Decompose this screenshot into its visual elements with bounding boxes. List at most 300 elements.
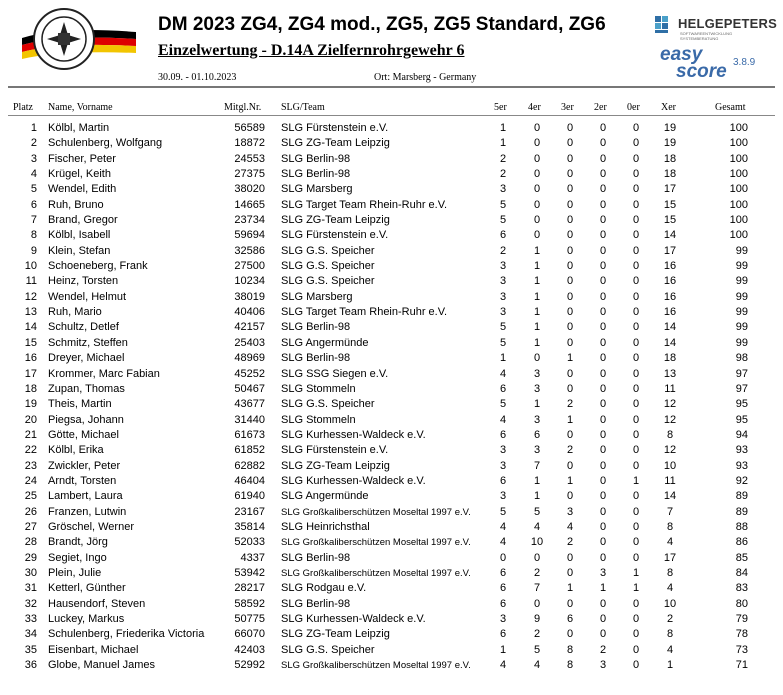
cell-mitglnr: 25403	[234, 336, 265, 349]
cell-3er: 0	[566, 459, 574, 472]
cell-name: Zupan, Thomas	[48, 382, 125, 395]
cell-name: Schulenberg, Wolfgang	[48, 137, 163, 150]
cell-platz: 35	[24, 643, 37, 656]
cell-mitglnr: 32586	[234, 244, 265, 257]
cell-0er: 0	[632, 413, 640, 426]
table-row	[0, 182, 783, 197]
cell-team: SLG G.S. Speicher	[281, 244, 375, 257]
cell-mitglnr: 14665	[234, 198, 265, 211]
cell-gesamt: 95	[735, 413, 748, 426]
cell-3er: 2	[566, 536, 574, 549]
cell-4er: 0	[533, 551, 541, 564]
cell-platz: 11	[25, 275, 37, 288]
cell-mitglnr: 23734	[234, 214, 265, 227]
cell-xer: 10	[663, 459, 677, 472]
cell-0er: 0	[632, 628, 640, 641]
cell-mitglnr: 10234	[234, 275, 265, 288]
table-row	[0, 336, 783, 351]
cell-3er: 0	[566, 137, 574, 150]
cell-platz: 30	[24, 566, 37, 579]
cell-gesamt: 86	[735, 536, 748, 549]
cell-xer: 18	[663, 152, 677, 165]
cell-mitglnr: 61673	[234, 428, 265, 441]
table-row	[0, 535, 783, 550]
cell-0er: 0	[632, 137, 640, 150]
cell-name: Gröschel, Werner	[48, 520, 134, 533]
cell-5er: 6	[499, 474, 507, 487]
cell-name: Schoeneberg, Frank	[48, 260, 148, 273]
cell-2er: 0	[599, 336, 607, 349]
cell-mitglnr: 58592	[234, 597, 265, 610]
cell-gesamt: 83	[735, 582, 748, 595]
cell-platz: 14	[24, 321, 37, 334]
cell-platz: 7	[30, 214, 37, 227]
cell-mitglnr: 28217	[234, 582, 265, 595]
cell-mitglnr: 48969	[234, 352, 265, 365]
cell-4er: 1	[533, 306, 541, 319]
cell-5er: 3	[499, 490, 507, 503]
cell-name: Klein, Stefan	[48, 244, 111, 257]
cell-5er: 5	[499, 198, 507, 211]
cell-gesamt: 84	[735, 566, 748, 579]
cell-team: SLG Großkaliberschützen Moseltal 1997 e.V.	[281, 506, 471, 518]
cell-5er: 5	[499, 505, 507, 518]
cell-0er: 1	[632, 474, 640, 487]
cell-mitglnr: 23167	[234, 505, 265, 518]
cell-4er: 3	[533, 382, 541, 395]
cell-3er: 0	[566, 122, 574, 134]
cell-3er: 1	[566, 413, 574, 426]
col-header-xer: Xer	[661, 102, 676, 113]
cell-4er: 2	[533, 566, 541, 579]
cell-xer: 18	[663, 352, 677, 365]
cell-xer: 17	[663, 551, 677, 564]
cell-4er: 0	[533, 152, 541, 165]
cell-platz: 32	[24, 597, 37, 610]
cell-2er: 0	[599, 122, 607, 134]
cell-gesamt: 100	[729, 198, 748, 211]
cell-2er: 0	[599, 214, 607, 227]
cell-4er: 0	[533, 229, 541, 242]
cell-3er: 0	[566, 183, 574, 196]
table-row	[0, 397, 783, 412]
cell-xer: 11	[664, 474, 676, 487]
cell-4er: 1	[533, 275, 541, 288]
cell-xer: 19	[663, 137, 677, 150]
cell-3er: 0	[566, 306, 574, 319]
col-header-name: Name, Vorname	[48, 102, 113, 113]
cell-4er: 1	[533, 321, 541, 334]
cell-5er: 1	[499, 352, 507, 365]
cell-platz: 26	[24, 505, 37, 518]
cell-2er: 0	[599, 428, 607, 441]
cell-name: Ruh, Bruno	[48, 198, 104, 211]
cell-3er: 0	[566, 168, 574, 181]
cell-mitglnr: 35814	[234, 520, 265, 533]
cell-2er: 1	[599, 582, 607, 595]
cell-xer: 15	[663, 198, 677, 211]
table-row	[0, 643, 783, 658]
cell-xer: 10	[663, 597, 677, 610]
cell-0er: 0	[632, 229, 640, 242]
cell-platz: 12	[24, 290, 37, 303]
cell-xer: 4	[666, 536, 674, 549]
cell-name: Heinz, Torsten	[48, 275, 119, 288]
cell-3er: 0	[566, 566, 574, 579]
cell-xer: 12	[663, 413, 677, 426]
table-row	[0, 566, 783, 581]
cell-xer: 14	[663, 490, 677, 503]
cell-2er: 0	[599, 536, 607, 549]
cell-5er: 1	[499, 122, 507, 134]
cell-4er: 4	[533, 520, 541, 533]
cell-0er: 0	[632, 659, 640, 672]
cell-3er: 0	[566, 597, 574, 610]
cell-team: SLG Berlin-98	[281, 168, 351, 181]
cell-gesamt: 78	[735, 628, 748, 641]
cell-0er: 0	[632, 260, 640, 273]
table-row	[0, 505, 783, 520]
cell-team: SLG Berlin-98	[281, 551, 351, 564]
cell-0er: 0	[632, 382, 640, 395]
cell-team: SLG Großkaliberschützen Moseltal 1997 e.V.	[281, 660, 471, 672]
cell-3er: 0	[566, 336, 574, 349]
cell-team: SLG Fürstenstein e.V.	[281, 229, 389, 242]
cell-name: Dreyer, Michael	[48, 352, 125, 365]
cell-0er: 0	[632, 122, 640, 134]
cell-team: SLG Großkaliberschützen Moseltal 1997 e.V.	[281, 537, 471, 549]
cell-gesamt: 89	[735, 505, 748, 518]
cell-3er: 0	[566, 260, 574, 273]
cell-3er: 0	[566, 152, 574, 165]
cell-xer: 8	[666, 520, 674, 533]
cell-5er: 1	[499, 643, 507, 656]
cell-gesamt: 85	[735, 551, 748, 564]
cell-4er: 1	[533, 336, 541, 349]
cell-5er: 5	[499, 321, 507, 334]
cell-5er: 3	[499, 613, 507, 625]
table-row	[0, 259, 783, 274]
cell-5er: 6	[499, 582, 507, 595]
cell-3er: 6	[566, 613, 574, 625]
cell-2er: 0	[599, 382, 607, 395]
cell-team: SLG Berlin-98	[281, 152, 351, 165]
cell-0er: 0	[632, 490, 640, 503]
cell-2er: 0	[599, 520, 607, 533]
cell-gesamt: 93	[735, 459, 748, 472]
cell-2er: 0	[599, 474, 607, 487]
cell-2er: 0	[599, 444, 607, 457]
cell-2er: 0	[599, 613, 607, 625]
table-row	[0, 581, 783, 596]
cell-xer: 16	[663, 275, 677, 288]
cell-5er: 1	[499, 137, 507, 150]
cell-team: SLG Fürstenstein e.V.	[281, 444, 389, 457]
cell-xer: 12	[663, 398, 677, 411]
cell-0er: 0	[632, 367, 640, 380]
cell-mitglnr: 50467	[234, 382, 265, 395]
cell-name: Brand, Gregor	[48, 214, 118, 227]
cell-gesamt: 100	[729, 183, 748, 196]
table-row	[0, 244, 783, 259]
results-table	[0, 121, 783, 673]
cell-xer: 8	[666, 566, 674, 579]
cell-platz: 1	[30, 122, 37, 134]
cell-name: Ketterl, Günther	[48, 582, 126, 595]
cell-3er: 0	[566, 244, 574, 257]
table-row	[0, 474, 783, 489]
table-row	[0, 213, 783, 228]
cell-gesamt: 100	[729, 122, 748, 134]
cell-platz: 25	[24, 490, 37, 503]
cell-4er: 1	[533, 490, 541, 503]
cell-name: Götte, Michael	[48, 428, 119, 441]
cell-4er: 1	[533, 244, 541, 257]
cell-platz: 6	[30, 198, 37, 211]
cell-5er: 5	[499, 398, 507, 411]
cell-name: Plein, Julie	[48, 566, 102, 579]
cell-4er: 9	[533, 613, 541, 625]
cell-platz: 27	[24, 520, 37, 533]
cell-platz: 28	[24, 536, 37, 549]
cell-platz: 22	[24, 444, 37, 457]
cell-4er: 10	[530, 536, 544, 549]
cell-0er: 0	[632, 152, 640, 165]
cell-4er: 1	[533, 474, 541, 487]
cell-team: SLG ZG-Team Leipzig	[281, 628, 390, 641]
cell-2er: 0	[599, 152, 607, 165]
cell-2er: 0	[599, 551, 607, 564]
table-row	[0, 520, 783, 535]
cell-mitglnr: 46404	[234, 474, 265, 487]
cell-2er: 0	[599, 352, 607, 365]
cell-team: SLG G.S. Speicher	[281, 643, 375, 656]
club-logo	[20, 8, 136, 70]
cell-gesamt: 94	[735, 428, 748, 441]
cell-name: Lambert, Laura	[48, 490, 123, 503]
cell-5er: 3	[499, 290, 507, 303]
cell-name: Wendel, Edith	[48, 183, 117, 196]
col-header-2er: 2er	[594, 102, 607, 113]
cell-4er: 3	[533, 413, 541, 426]
table-row	[0, 136, 783, 151]
cell-5er: 5	[499, 214, 507, 227]
cell-2er: 0	[599, 198, 607, 211]
cell-3er: 0	[566, 382, 574, 395]
cell-2er: 0	[599, 183, 607, 196]
cell-platz: 21	[24, 428, 37, 441]
cell-0er: 0	[632, 398, 640, 411]
cell-2er: 0	[599, 168, 607, 181]
cell-3er: 1	[566, 352, 574, 365]
cell-2er: 0	[599, 459, 607, 472]
cell-4er: 5	[533, 505, 541, 518]
cell-2er: 2	[599, 643, 607, 656]
cell-name: Schulenberg, Friederika Victoria	[48, 628, 205, 641]
cell-5er: 4	[499, 367, 507, 380]
cell-mitglnr: 62882	[234, 459, 265, 472]
cell-name: Franzen, Lutwin	[48, 505, 127, 518]
cell-xer: 14	[663, 336, 677, 349]
cell-0er: 0	[632, 520, 640, 533]
cell-mitglnr: 66070	[234, 628, 265, 641]
cell-0er: 0	[632, 352, 640, 365]
cell-4er: 7	[533, 582, 541, 595]
cell-mitglnr: 27375	[234, 168, 265, 181]
cell-platz: 19	[24, 398, 37, 411]
table-row	[0, 167, 783, 182]
cell-0er: 0	[632, 428, 640, 441]
cell-team: SLG Berlin-98	[281, 352, 351, 365]
cell-gesamt: 99	[735, 275, 748, 288]
helgepeters-brand: HELGEPETERS	[678, 16, 777, 31]
cell-3er: 1	[566, 582, 574, 595]
cell-name: Globe, Manuel James	[48, 659, 155, 672]
easyscore-line1: easy	[660, 44, 703, 65]
table-row	[0, 658, 783, 673]
cell-team: SLG Rodgau e.V.	[281, 582, 367, 595]
cell-0er: 0	[632, 244, 640, 257]
table-row	[0, 428, 783, 443]
cell-3er: 0	[566, 229, 574, 242]
cell-team: SLG ZG-Team Leipzig	[281, 137, 390, 150]
cell-platz: 4	[30, 168, 37, 181]
cell-2er: 0	[599, 597, 607, 610]
table-row	[0, 367, 783, 382]
cell-2er: 0	[599, 229, 607, 242]
table-row	[0, 413, 783, 428]
cell-mitglnr: 53942	[234, 566, 265, 579]
cell-2er: 0	[599, 367, 607, 380]
cell-platz: 33	[24, 613, 37, 625]
cell-gesamt: 73	[735, 643, 748, 656]
cell-team: SLG Angermünde	[281, 490, 369, 503]
table-row	[0, 612, 783, 627]
cell-gesamt: 99	[735, 260, 748, 273]
cell-xer: 12	[663, 444, 677, 457]
col-header-platz: Platz	[13, 102, 33, 113]
cell-4er: 0	[533, 352, 541, 365]
cell-0er: 0	[632, 290, 640, 303]
cell-name: Segiet, Ingo	[48, 551, 107, 564]
table-row	[0, 320, 783, 335]
cell-mitglnr: 45252	[234, 367, 265, 380]
cell-4er: 0	[533, 214, 541, 227]
cell-mitglnr: 42157	[234, 321, 265, 334]
cell-team: SLG G.S. Speicher	[281, 275, 375, 288]
cell-mitglnr: 38020	[234, 183, 265, 196]
cell-5er: 0	[499, 551, 507, 564]
cell-xer: 7	[666, 505, 674, 518]
cell-3er: 0	[566, 275, 574, 288]
cell-gesamt: 97	[735, 382, 748, 395]
cell-gesamt: 100	[729, 229, 748, 242]
cell-xer: 15	[663, 214, 677, 227]
cell-gesamt: 89	[735, 490, 748, 503]
event-date: 30.09. - 01.10.2023	[158, 72, 237, 83]
cell-name: Piegsa, Johann	[48, 413, 124, 426]
cell-4er: 0	[533, 168, 541, 181]
cell-platz: 29	[24, 551, 37, 564]
table-row	[0, 290, 783, 305]
cell-xer: 2	[666, 613, 674, 625]
cell-team: SLG Heinrichsthal	[281, 520, 370, 533]
cell-platz: 13	[24, 306, 37, 319]
cell-mitglnr: 59694	[234, 229, 265, 242]
cell-3er: 2	[566, 444, 574, 457]
cell-5er: 6	[499, 597, 507, 610]
cell-5er: 3	[499, 459, 507, 472]
cell-xer: 11	[664, 382, 676, 395]
cell-gesamt: 99	[735, 336, 748, 349]
cell-team: SLG Stommeln	[281, 382, 356, 395]
cell-team: SLG G.S. Speicher	[281, 398, 375, 411]
cell-xer: 19	[663, 122, 677, 134]
cell-2er: 0	[599, 137, 607, 150]
cell-5er: 2	[499, 244, 507, 257]
table-row	[0, 443, 783, 458]
cell-platz: 3	[30, 152, 37, 165]
cell-gesamt: 79	[735, 613, 748, 625]
cell-5er: 2	[499, 152, 507, 165]
software-version: 3.8.9	[733, 57, 756, 68]
cell-2er: 0	[599, 290, 607, 303]
cell-2er: 0	[599, 505, 607, 518]
cell-xer: 8	[666, 428, 674, 441]
table-row	[0, 274, 783, 289]
header-divider	[8, 86, 775, 88]
cell-2er: 3	[599, 659, 607, 672]
cell-team: SLG Marsberg	[281, 290, 353, 303]
cell-4er: 6	[533, 428, 541, 441]
cell-0er: 0	[632, 168, 640, 181]
cell-platz: 10	[24, 260, 37, 273]
cell-4er: 0	[533, 183, 541, 196]
cell-xer: 16	[663, 290, 677, 303]
cell-3er: 8	[566, 659, 574, 672]
cell-gesamt: 100	[729, 214, 748, 227]
cell-0er: 1	[632, 566, 640, 579]
cell-4er: 0	[533, 198, 541, 211]
cell-0er: 0	[632, 643, 640, 656]
cell-0er: 0	[632, 336, 640, 349]
cell-name: Ruh, Mario	[48, 306, 102, 319]
cell-5er: 5	[499, 336, 507, 349]
cell-5er: 3	[499, 306, 507, 319]
cell-0er: 0	[632, 459, 640, 472]
cell-3er: 2	[566, 398, 574, 411]
cell-2er: 0	[599, 321, 607, 334]
cell-name: Eisenbart, Michael	[48, 643, 139, 656]
cell-4er: 1	[533, 398, 541, 411]
cell-5er: 3	[499, 260, 507, 273]
cell-5er: 2	[499, 168, 507, 181]
cell-3er: 0	[566, 428, 574, 441]
cell-4er: 4	[533, 659, 541, 672]
cell-5er: 3	[499, 275, 507, 288]
cell-0er: 0	[632, 183, 640, 196]
table-row	[0, 198, 783, 213]
cell-team: SLG Angermünde	[281, 336, 369, 349]
cell-platz: 15	[24, 336, 37, 349]
col-header-5er: 5er	[494, 102, 507, 113]
cell-5er: 3	[499, 444, 507, 457]
cell-mitglnr: 61940	[234, 490, 265, 503]
cell-mitglnr: 52033	[234, 536, 265, 549]
cell-3er: 8	[566, 643, 574, 656]
cell-0er: 1	[632, 582, 640, 595]
cell-xer: 16	[663, 260, 677, 273]
